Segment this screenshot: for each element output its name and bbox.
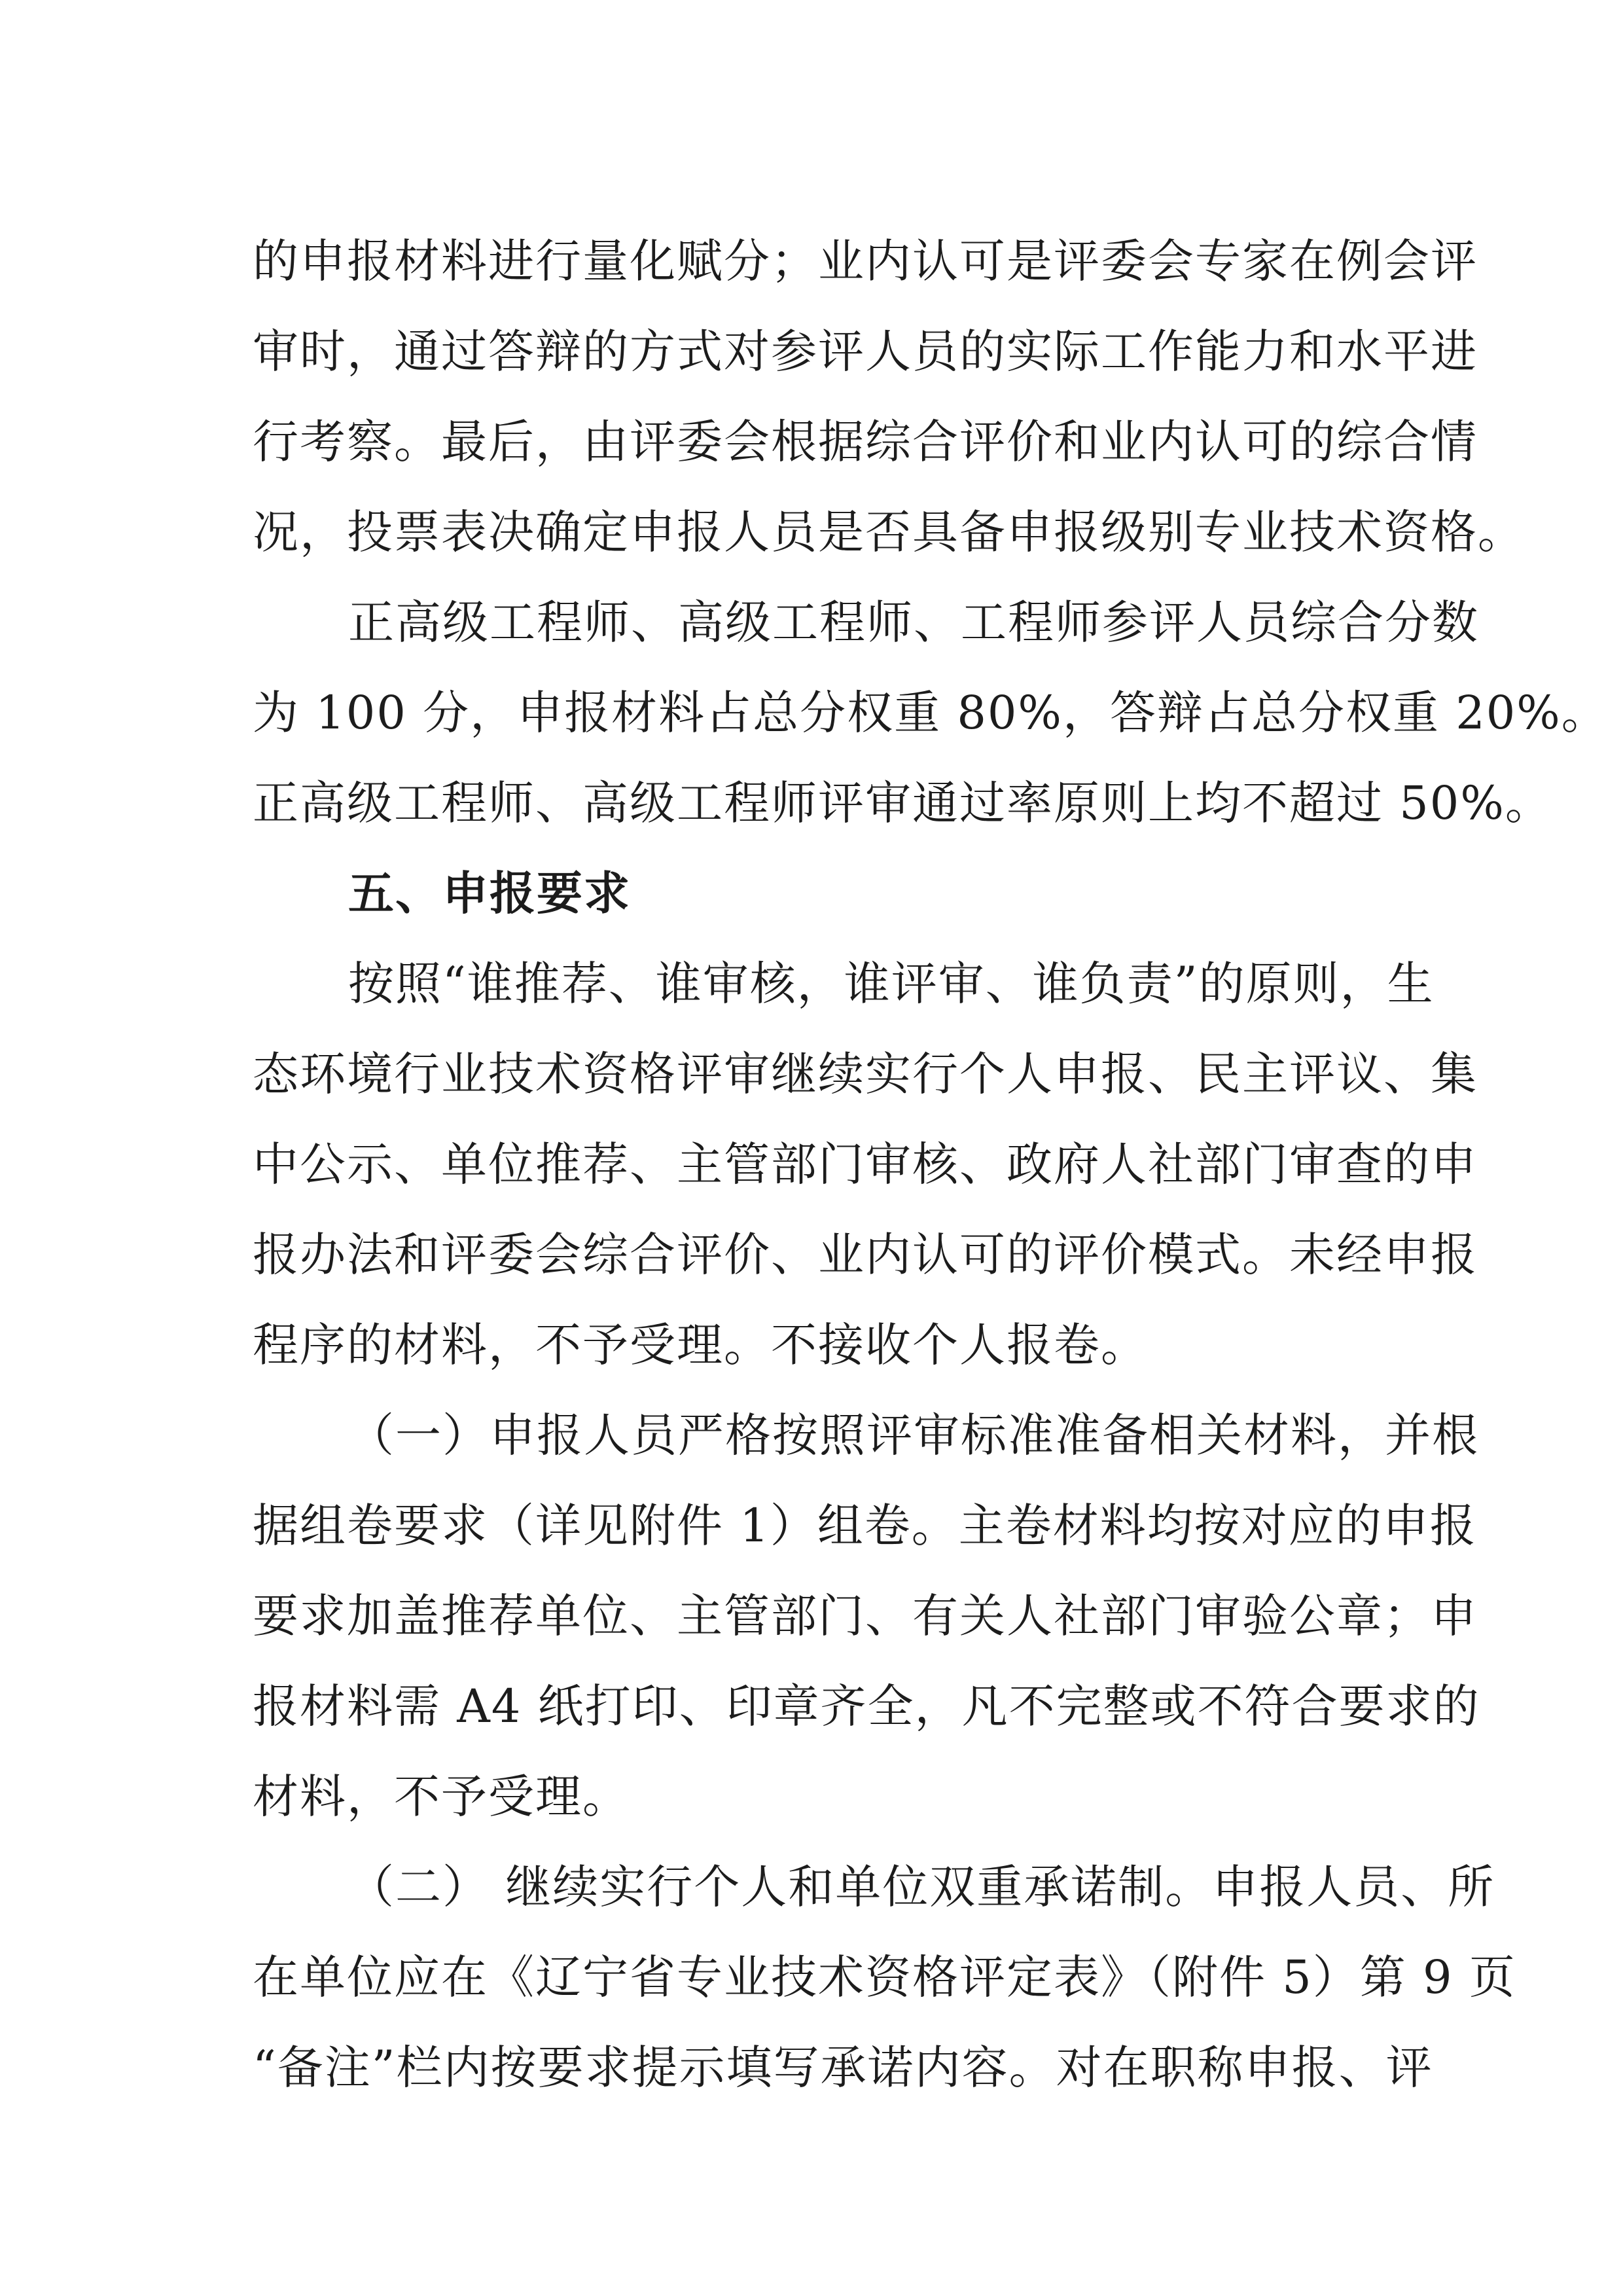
paragraph-line: （二） 继续实行个人和单位双重承诺制。申报人员、所 (348, 1860, 1495, 1914)
paragraph-line: 行考察。最后，由评委会根据综合评价和业内认可的综合情 (253, 415, 1478, 469)
paragraph-line: 为 100 分，申报材料占总分权重 80%，答辩占总分权重 20%。 (253, 686, 1609, 740)
paragraph-line: 审时，通过答辩的方式对参评人员的实际工作能力和水平进 (253, 325, 1478, 378)
paragraph-line: 在单位应在《辽宁省专业技术资格评定表》（附件 5）第 9 页 (253, 1950, 1516, 2004)
paragraph-line: 态环境行业技术资格评审继续实行个人申报、民主评议、集 (253, 1047, 1478, 1101)
paragraph-line: 材料，不予受理。 (253, 1770, 630, 1823)
paragraph-line: 程序的材料，不予受理。不接收个人报卷。 (253, 1318, 1148, 1372)
paragraph-line: 正高级工程师、高级工程师评审通过率原则上均不超过 50%。 (253, 776, 1552, 830)
paragraph-line: 报材料需 A4 纸打印、印章齐全，凡不完整或不符合要求的 (253, 1679, 1480, 1733)
paragraph-line: 的申报材料进行量化赋分；业内认可是评委会专家在例会评 (253, 234, 1478, 288)
paragraph-line: 按照“谁推荐、谁审核，谁评审、谁负责”的原则，生 (348, 957, 1435, 1011)
paragraph-line: 中公示、单位推荐、主管部门审核、政府人社部门审查的申 (253, 1138, 1478, 1191)
section-heading: 五、申报要求 (348, 867, 631, 920)
body-text (253, 216, 1609, 2113)
paragraph-line: 据组卷要求（详见附件 1）组卷。主卷材料均按对应的申报 (253, 1499, 1477, 1552)
paragraph-line: “备注”栏内按要求提示填写承诺内容。对在职称申报、评 (253, 2041, 1433, 2094)
paragraph-line: 要求加盖推荐单位、主管部门、有关人社部门审验公章；申 (253, 1589, 1478, 1643)
paragraph-line: 报办法和评委会综合评价、业内认可的评价模式。未经申报 (253, 1228, 1478, 1282)
paragraph-line: 正高级工程师、高级工程师、工程师参评人员综合分数 (348, 596, 1479, 649)
paragraph-line: 况，投票表决确定申报人员是否具备申报级别专业技术资格。 (253, 505, 1525, 559)
paragraph-line: （一）申报人员严格按照评审标准准备相关材料，并根 (348, 1408, 1479, 1462)
